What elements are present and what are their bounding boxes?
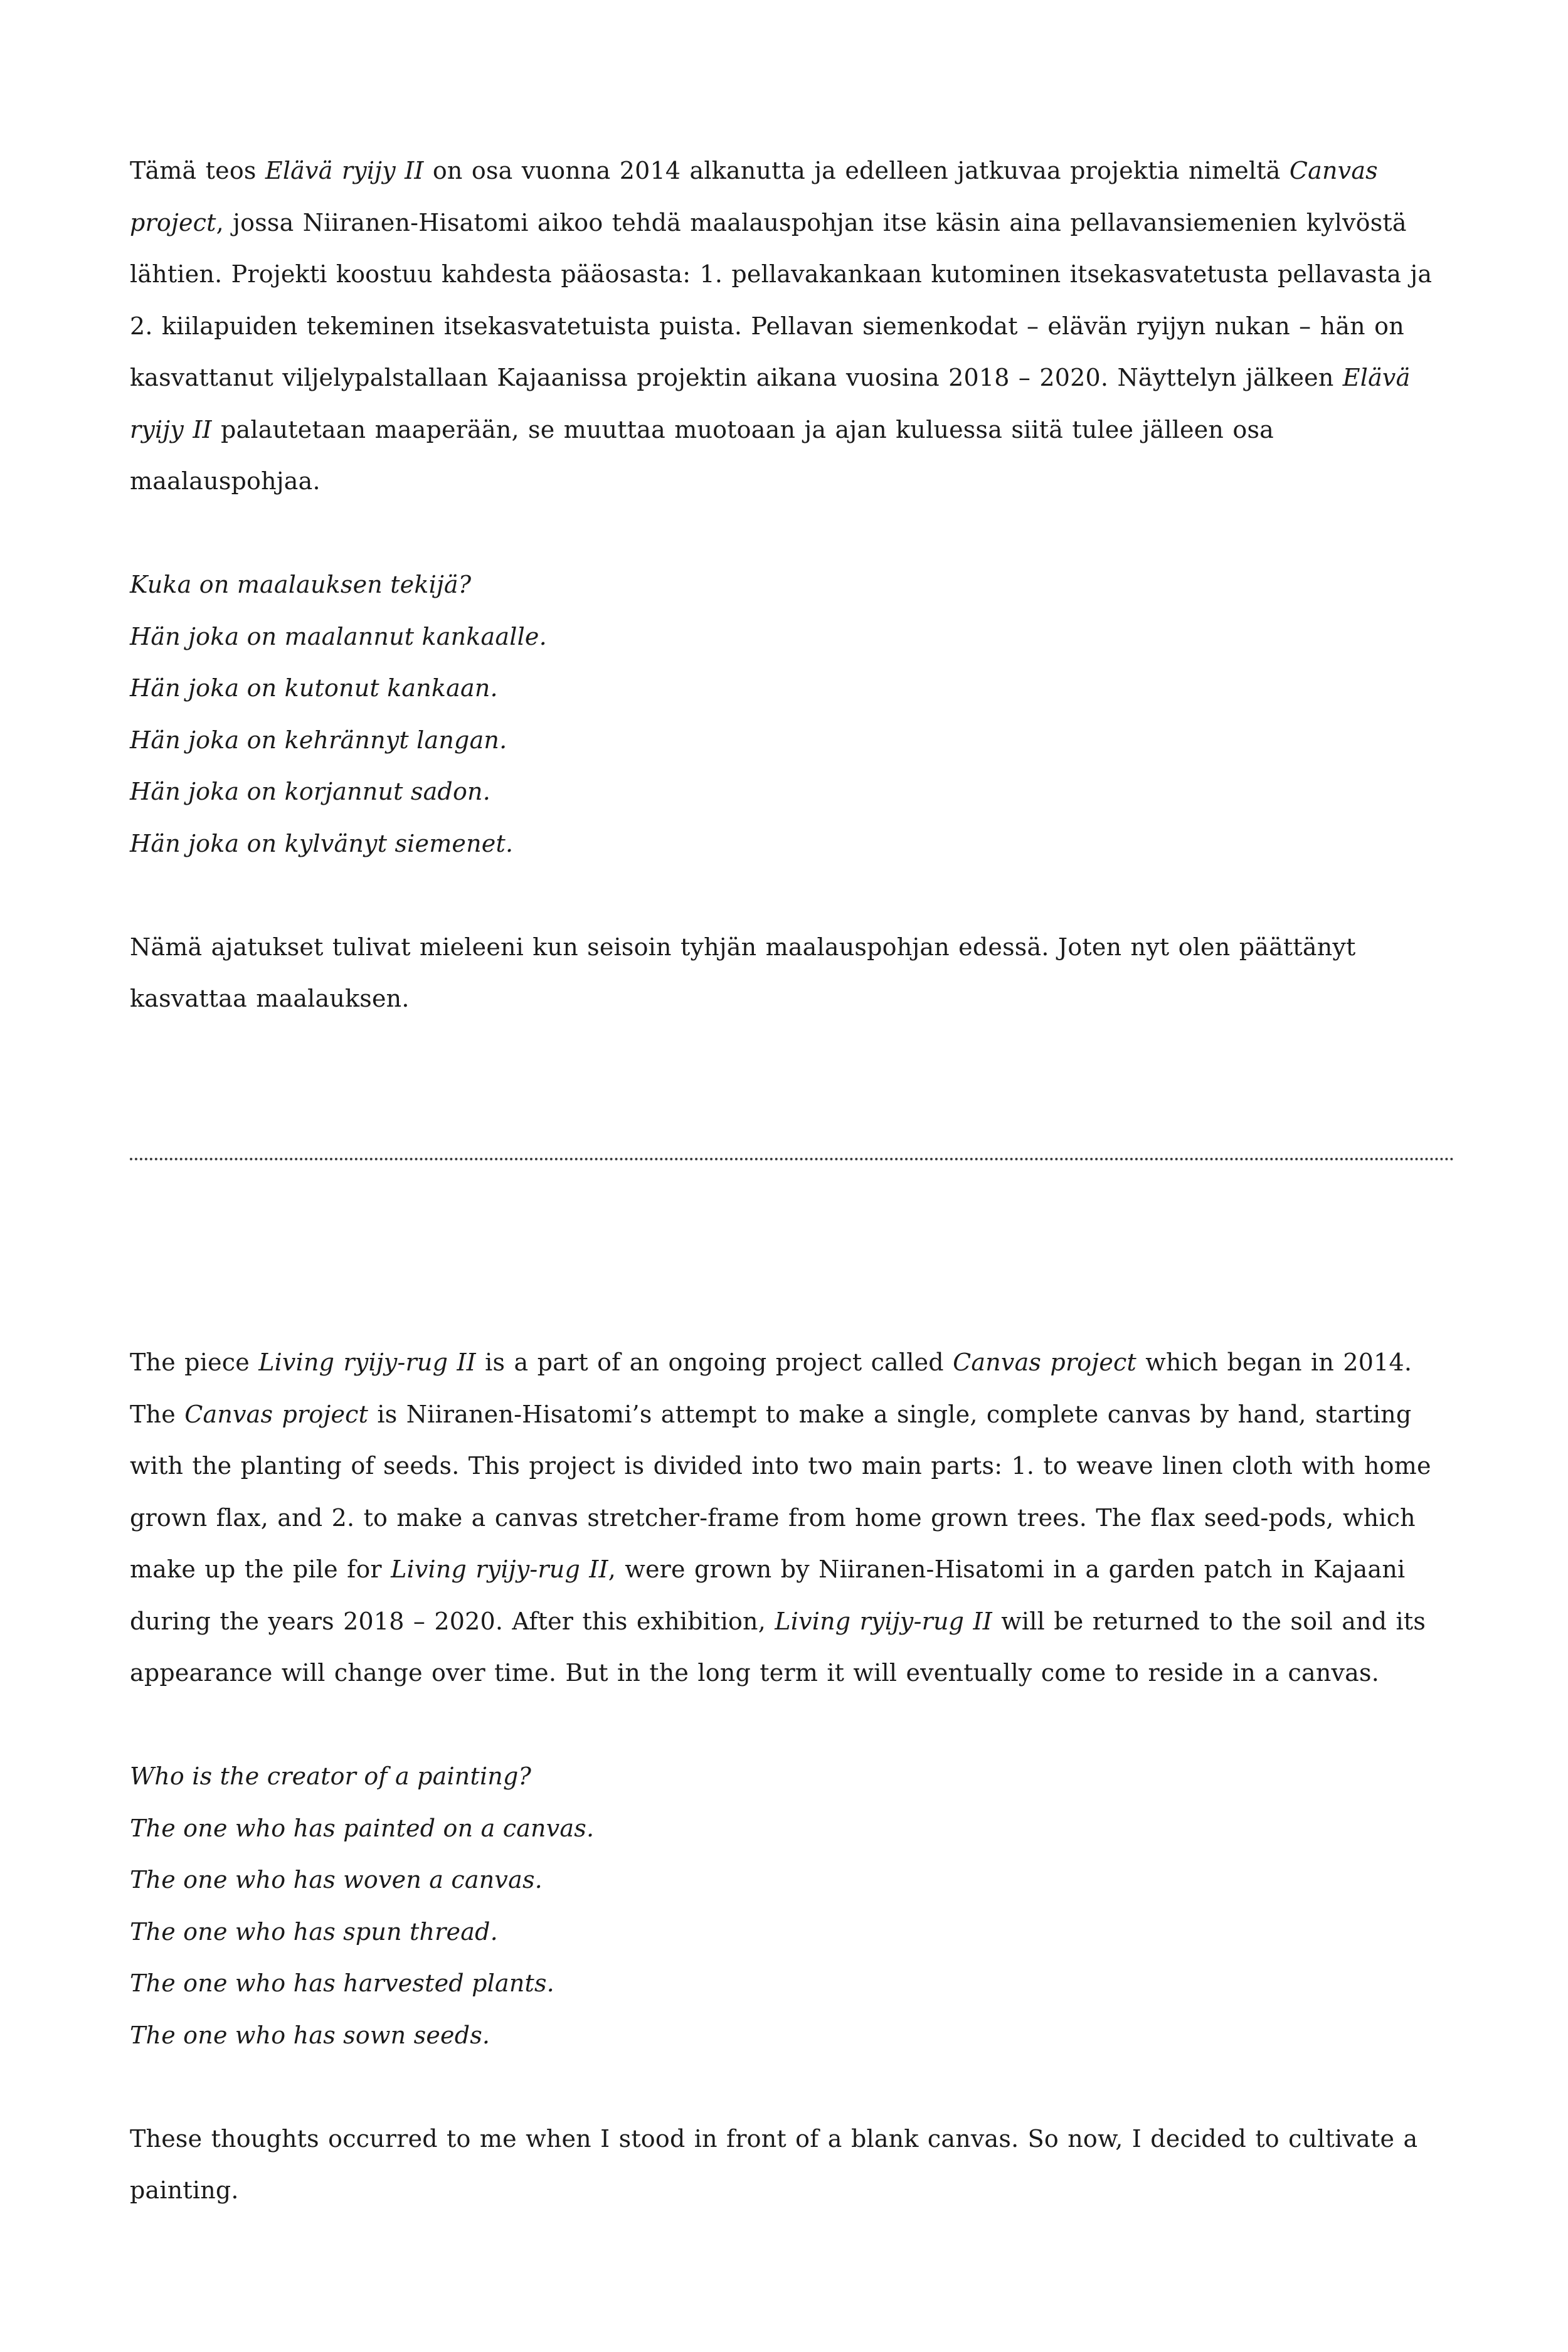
text-span: will be returned to the soil and its appearance will change over time. But in the long term it will eventually come to reside in a canvas. <box>130 1607 1426 1687</box>
text-span: Tämä teos <box>130 157 265 184</box>
poem-line: Hän joka on maalannut kankaalle. <box>130 622 547 650</box>
project-title: Canvas project <box>130 157 1378 236</box>
text-span: which began in 2014. The <box>130 1348 1412 1428</box>
text-span: palautetaan maaperään, se muuttaa muotoaan ja ajan kuluessa siitä tulee jälleen osa maalauspohjaa. <box>130 415 1274 495</box>
poem-line: The one who has spun thread. <box>130 1917 498 1946</box>
finnish-section <box>130 145 1453 1025</box>
document-page <box>130 0 1453 2352</box>
text-span: is a part of an ongoing project called <box>475 1348 953 1376</box>
artwork-title: Living ryijy-rug II <box>258 1348 476 1376</box>
project-title: Canvas project <box>184 1400 369 1428</box>
artwork-title: Living ryijy-rug II <box>775 1607 992 1635</box>
poem-line: Hän joka on korjannut sadon. <box>130 778 490 805</box>
poem-line: The one who has painted on a canvas. <box>130 1814 595 1842</box>
poem-line: The one who has harvested plants. <box>130 1969 554 1997</box>
artwork-title: Elävä ryijy II <box>265 157 424 184</box>
text-span: , were grown by Niiranen-Hisatomi in a garden patch in Kajaani during the years 2018 – 2020. After this exhibition, <box>130 1555 1406 1635</box>
poem-line: Hän joka on kehrännyt langan. <box>130 726 507 754</box>
poem-line: Who is the creator of a painting? <box>130 1762 532 1790</box>
dotted-divider <box>130 1158 1454 1160</box>
english-section <box>130 1337 1453 2217</box>
artwork-title: Elävä ryijy II <box>130 364 1411 443</box>
english-intro-paragraph <box>130 1337 1453 1699</box>
text-span: , jossa Niiranen-Hisatomi aikoo tehdä maalauspohjan itse käsin aina pellavansiemenien kylvöstä lähtien. Projekti koostuu kahdesta pääosasta: 1. pellavakankaan kutominen itsekasvatetusta pellavasta ja 2. kiilapuiden tekeminen itsekasvatetuista puista. Pellavan siemenkodat – elävän ryijyn nukan – hän on kasvattanut viljelypalstallaan Kajaanissa projektin aikana vuosina 2018 – 2020. Näyttelyn jälkeen <box>130 208 1433 391</box>
poem-line: Kuka on maalauksen tekijä? <box>130 571 472 598</box>
text-span: is Niiranen-Hisatomi’s attempt to make a single, complete canvas by hand, starting with the planting of seeds. This project is divided into two main parts: 1. to weave linen cloth with home grown flax, and 2. to make a canvas stretcher-frame from home grown trees. The flax seed-pods, which make up the pile for <box>130 1400 1431 1583</box>
poem-line: Hän joka on kutonut kankaan. <box>130 674 498 702</box>
project-title: Canvas project <box>953 1348 1137 1376</box>
finnish-closing-paragraph: Nämä ajatukset tulivat mieleeni kun seisoin tyhjän maalauspohjan edessä. Joten nyt olen päättänyt kasvattaa maalauksen. <box>130 933 1356 1012</box>
text-span: The piece <box>130 1348 259 1376</box>
finnish-intro-paragraph <box>130 145 1453 507</box>
poem-line: Hän joka on kylvänyt siemenet. <box>130 829 514 857</box>
poem-line: The one who has woven a canvas. <box>130 1866 543 1894</box>
english-poem <box>130 1751 1453 2061</box>
poem-line: The one who has sown seeds. <box>130 2021 490 2049</box>
english-closing-paragraph: These thoughts occurred to me when I stood in front of a blank canvas. So now, I decided to cultivate a painting. <box>130 2124 1418 2204</box>
artwork-title: Living ryijy-rug II <box>391 1555 608 1583</box>
text-span: on osa vuonna 2014 alkanutta ja edelleen jatkuvaa projektia nimeltä <box>423 157 1290 184</box>
finnish-poem <box>130 559 1453 869</box>
